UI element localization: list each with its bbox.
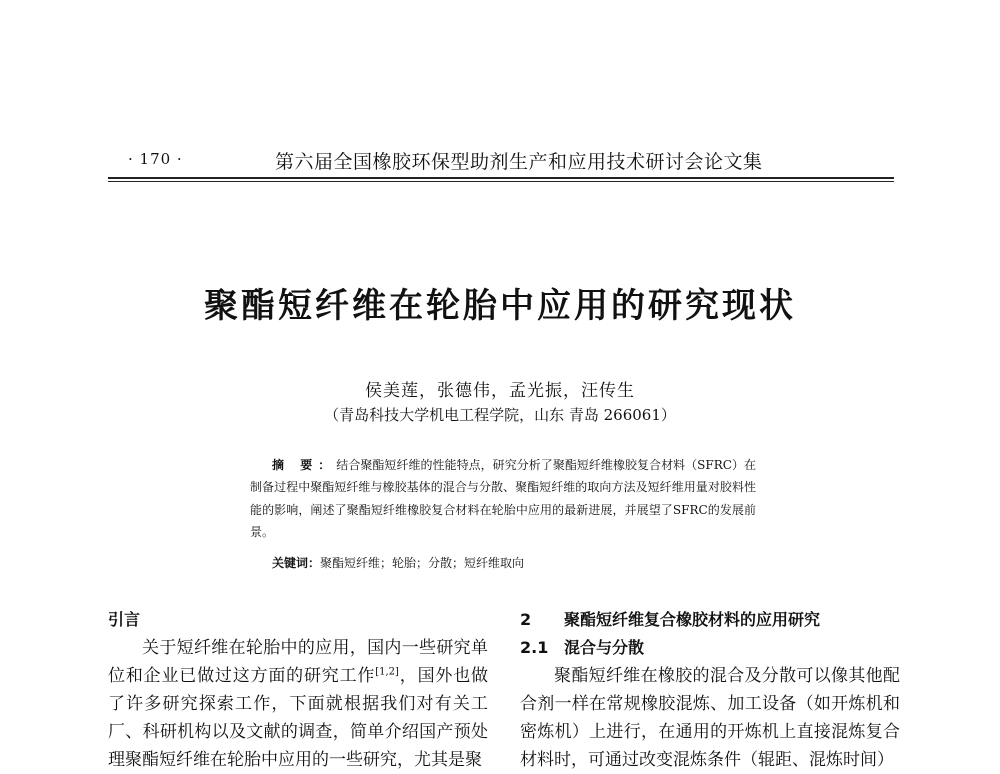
section-number: 2: [520, 610, 532, 629]
section-heading-introduction: 引言: [108, 610, 141, 629]
intro-text-start: 关于短纤维在轮胎中的应用，国内一些研究单位和企业已做过这方面的研究工作: [108, 638, 488, 686]
abstract-text: 结合聚酯短纤维的性能特点，研究分析了聚酯短纤维橡胶复合材料（SFRC）在制备过程中聚酯短纤维与橡胶基体的混合与分散、聚酯短纤维的取向方法及短纤维用量对胶料性能的影响，阐述了聚酯短纤维橡胶复合材料在轮胎中应用的最新进展，并展望了SFRC的发展前景。: [250, 458, 756, 539]
section-heading-2: [520, 606, 900, 634]
keywords-text: 聚酯短纤维；轮胎；分散；短纤维取向: [320, 556, 525, 570]
page-number: · 170 ·: [128, 150, 183, 168]
citation: [1,2]: [375, 666, 399, 678]
subsection-heading-2-1: [520, 634, 900, 662]
subsection-title: 混合与分散: [564, 638, 645, 657]
subsection-number: 2.1: [520, 638, 549, 657]
header-rule-thick: [108, 177, 894, 179]
introduction-paragraph: [108, 634, 488, 774]
keywords: [272, 554, 524, 571]
abstract: [250, 454, 756, 543]
abstract-label: 摘 要：: [272, 458, 337, 472]
right-column: [520, 606, 900, 774]
authors: 侯美莲，张德伟，孟光振，汪传生: [365, 381, 635, 401]
left-column: [108, 606, 488, 774]
paper-title: 聚酯短纤维在轮胎中应用的研究现状: [204, 286, 796, 326]
header-rule-thin: [108, 181, 894, 182]
section-title: 聚酯短纤维复合橡胶材料的应用研究: [564, 610, 821, 629]
proceedings-title: 第六届全国橡胶环保型助剂生产和应用技术研讨会论文集: [275, 151, 763, 173]
keywords-label: 关键词：: [272, 556, 321, 570]
intro-text-end: ，国外也做了许多研究探索工作，下面就根据我们对有关工厂、科研机构以及文献的调查，简单介绍国产预处理聚酯短纤维在轮胎中应用的一些研究，尤其是聚: [108, 666, 489, 770]
affiliation: （青岛科技大学机电工程学院，山东 青岛 266061）: [324, 406, 676, 424]
mixing-paragraph: 聚酯短纤维在橡胶的混合及分散可以像其他配合剂一样在常规橡胶混炼、加工设备（如开炼机和密炼机）上进行，在通用的开炼机上直接混炼复合材料时，可通过改变混炼条件（辊距、混炼时间）: [520, 666, 900, 770]
